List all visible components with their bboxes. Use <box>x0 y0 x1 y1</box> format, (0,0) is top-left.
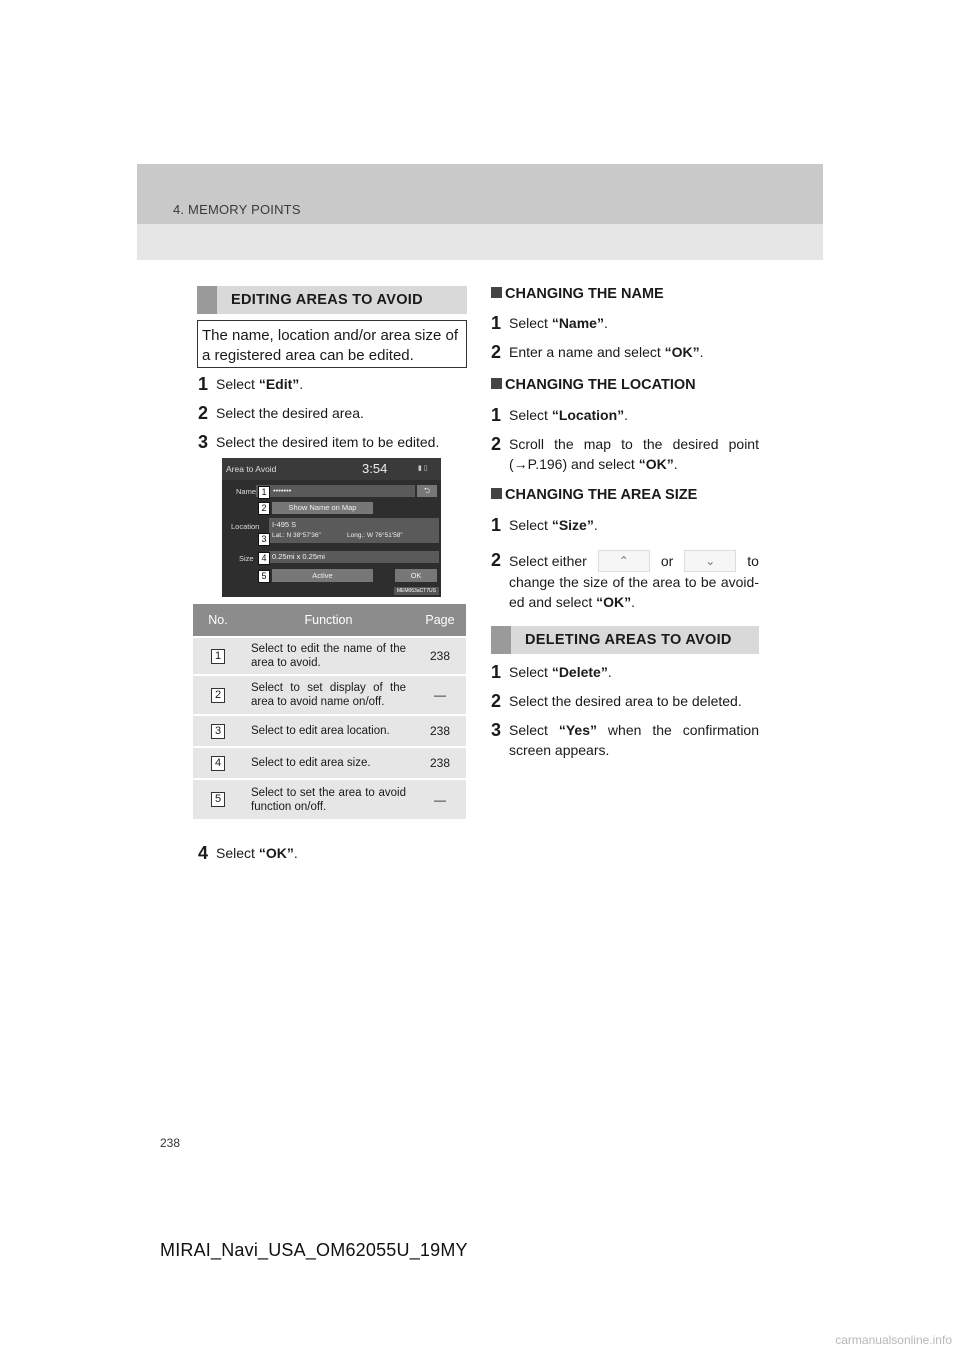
document-code: MIRAI_Navi_USA_OM62055U_19MY <box>160 1240 468 1260</box>
screen-clock: 3:54 <box>362 461 388 476</box>
chevron-up-icon: ⌃ <box>618 554 629 568</box>
name-step-1: 1 Select “Name”. <box>491 313 608 333</box>
section-marker <box>197 286 217 314</box>
page-number: 238 <box>160 1136 181 1150</box>
watermark: carmanualsonline.info <box>835 1333 952 1347</box>
image-code: MEM063aCT7US <box>394 587 439 595</box>
size-row[interactable]: 0.25mi x 0.25mi <box>269 551 439 563</box>
row-function: Select to edit the name of the area to avoid. <box>243 637 414 675</box>
table-row <box>193 779 466 819</box>
row-page: 238 <box>414 747 466 779</box>
header-function: Function <box>243 604 414 637</box>
edit-step-2: 2 Select the desired area. <box>198 403 364 423</box>
row-function: Select to set display of the area to avoid name on/off. <box>243 675 414 715</box>
row-page: 238 <box>414 637 466 675</box>
back-icon: ⮌ <box>423 486 430 495</box>
heading-marker <box>491 378 502 389</box>
chevron-down-icon: ⌄ <box>705 554 716 568</box>
location-label: Location <box>231 522 260 531</box>
back-button[interactable] <box>417 485 437 497</box>
name-step-2: 2 Enter a name and select “OK”. <box>491 342 704 362</box>
heading-marker <box>491 488 502 499</box>
location-step-2: 2 Scroll the map to the desired point (→P.196) and select “OK”. <box>491 434 759 472</box>
section-deleting-areas <box>491 626 759 654</box>
header-no: No. <box>193 604 243 637</box>
header-page: Page <box>414 604 466 637</box>
table-row <box>193 675 466 715</box>
intro-box: The name, location and/or area size of a registered area can be edited. <box>197 320 467 368</box>
show-name-on-map-button[interactable]: Show Name on Map <box>272 502 373 514</box>
callout-5: 5 <box>258 570 270 583</box>
ok-button[interactable]: OK <box>395 569 437 582</box>
section-editing-areas <box>197 286 467 314</box>
edit-step-4: 4 Select “OK”. <box>198 843 298 863</box>
active-button[interactable]: Active <box>272 569 373 582</box>
heading-changing-name: CHANGING THE NAME <box>491 286 664 302</box>
heading-changing-size: CHANGING THE AREA SIZE <box>491 487 697 503</box>
callout-4: 4 <box>258 552 270 565</box>
row-page: — <box>414 779 466 819</box>
edit-step-1: 1 Select “Edit”. <box>198 374 304 394</box>
callout-2: 2 <box>258 502 270 515</box>
table-header-row <box>193 604 466 637</box>
size-step-2: 2 Select either ⌃ or ⌄ to change the size of the area to be avoid-ed and select “OK”. <box>491 550 759 610</box>
name-row[interactable]: ••••••• <box>256 485 415 497</box>
table-row <box>193 747 466 779</box>
section-title: EDITING AREAS TO AVOID <box>231 292 423 308</box>
table-row <box>193 637 466 675</box>
location-row[interactable]: I-495 S Lat.: N 38°57'36" Long.: W 76°51'58" <box>269 518 439 543</box>
location-step-1: 1 Select “Location”. <box>491 405 629 425</box>
callout-1: 1 <box>258 486 270 499</box>
down-button[interactable] <box>684 550 736 572</box>
chapter-title: 4. MEMORY POINTS <box>173 202 301 217</box>
size-label: Size <box>239 554 254 563</box>
row-number: 2 <box>211 688 225 703</box>
area-to-avoid-screen <box>222 458 441 597</box>
up-button[interactable] <box>598 550 650 572</box>
delete-step-1: 1 Select “Delete”. <box>491 662 612 682</box>
callout-3: 3 <box>258 533 270 546</box>
page-header <box>137 164 823 260</box>
row-function: Select to set the area to avoid function on/off. <box>243 779 414 819</box>
delete-step-3: 3 Select “Yes” when the confirmation screen appears. <box>491 720 759 758</box>
section-marker <box>491 626 511 654</box>
function-table <box>193 604 466 819</box>
section-title: DELETING AREAS TO AVOID <box>525 632 732 648</box>
heading-changing-location: CHANGING THE LOCATION <box>491 377 696 393</box>
screen-title: Area to Avoid <box>226 464 277 474</box>
status-icons: ▮ ▯ <box>418 465 428 472</box>
row-function: Select to edit area size. <box>243 747 414 779</box>
row-number: 5 <box>211 792 225 807</box>
row-number: 1 <box>211 649 225 664</box>
edit-step-3: 3 Select the desired item to be edited. <box>198 432 440 452</box>
delete-step-2: 2 Select the desired area to be deleted. <box>491 691 742 711</box>
row-function: Select to edit area location. <box>243 715 414 747</box>
row-number: 4 <box>211 756 225 771</box>
heading-marker <box>491 287 502 298</box>
table-row <box>193 715 466 747</box>
row-page: — <box>414 675 466 715</box>
row-number: 3 <box>211 724 225 739</box>
row-page: 238 <box>414 715 466 747</box>
name-label: Name <box>236 487 257 496</box>
size-step-1: 1 Select “Size”. <box>491 515 598 535</box>
